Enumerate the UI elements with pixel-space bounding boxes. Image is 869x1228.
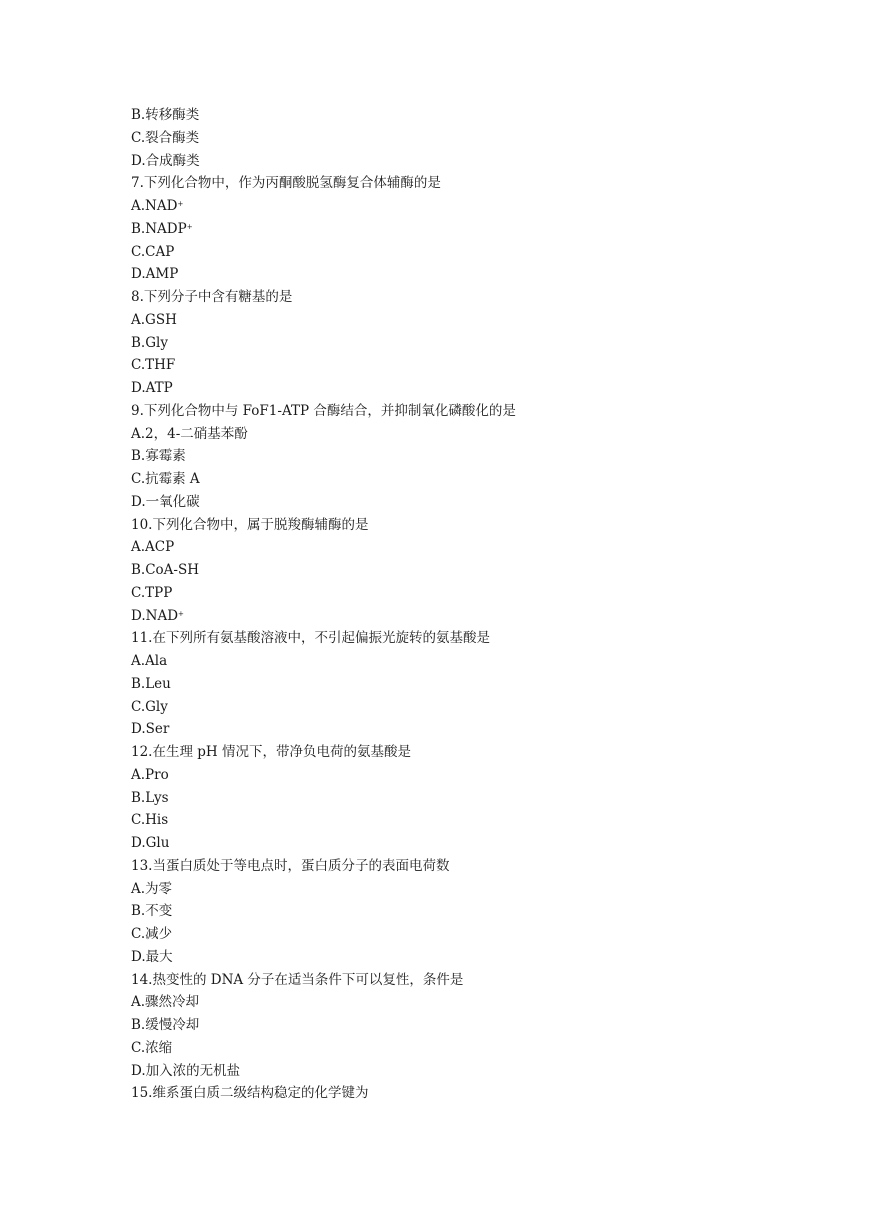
question-list xyxy=(131,104,771,1105)
option-11c: C.Gly xyxy=(131,698,168,715)
question-9: 9.下列化合物中与 FoF1-ATP 合酶结合，并抑制氧化磷酸化的是 xyxy=(131,402,516,419)
option-11a: A.Ala xyxy=(131,653,168,669)
option-8a: A.GSH xyxy=(131,311,177,328)
question-14: 14.热变性的 DNA 分子在适当条件下可以复性，条件是 xyxy=(131,971,464,988)
option-8b: B.Gly xyxy=(131,334,168,351)
option-9b: B.寡霉素 xyxy=(131,448,186,465)
option-9a: A.2，4-二硝基苯酚 xyxy=(131,425,248,442)
option-7a xyxy=(131,195,771,218)
option-13a: A.为零 xyxy=(131,880,173,897)
option-9d: D.一氧化碳 xyxy=(131,493,200,510)
option-14a: A.骤然冷却 xyxy=(131,994,200,1011)
question-15: 15.维系蛋白质二级结构稳定的化学键为 xyxy=(131,1085,369,1102)
option-9c: C.抗霉素 A xyxy=(131,471,200,487)
question-8: 8.下列分子中含有糖基的是 xyxy=(131,289,293,305)
option-6c: C.裂合酶类 xyxy=(131,129,200,146)
option-8d: D.ATP xyxy=(131,380,173,396)
option-10c: C.TPP xyxy=(131,584,173,601)
question-11: 11.在下列所有氨基酸溶液中，不引起偏振光旋转的氨基酸是 xyxy=(131,630,490,647)
option-13d: D.最大 xyxy=(131,948,173,965)
option-10d-text: D.NAD xyxy=(131,607,179,624)
option-6b: B.转移酶类 xyxy=(131,107,200,123)
question-12: 12.在生理 pH 情况下，带净负电荷的氨基酸是 xyxy=(131,744,411,760)
superscript-plus: + xyxy=(186,222,193,231)
option-7b-text: B.NADP xyxy=(131,220,187,237)
question-10: 10.下列化合物中，属于脱羧酶辅酶的是 xyxy=(131,516,369,533)
option-13c: C.减少 xyxy=(131,926,173,942)
option-12c: C.His xyxy=(131,812,169,829)
option-10a: A.ACP xyxy=(131,539,175,556)
option-12a: A.Pro xyxy=(131,766,169,783)
option-14c: C.浓缩 xyxy=(131,1039,173,1056)
option-6d: D.合成酶类 xyxy=(131,152,200,169)
option-7b xyxy=(131,218,771,241)
option-14b: B.缓慢冷却 xyxy=(131,1017,200,1033)
option-7a-text: A.NAD xyxy=(131,198,178,214)
option-8c: C.THF xyxy=(131,357,176,374)
option-11d: D.Ser xyxy=(131,721,170,738)
option-12d: D.Glu xyxy=(131,835,170,851)
option-14d: D.加入浓的无机盐 xyxy=(131,1062,241,1079)
option-12b: B.Lys xyxy=(131,789,169,806)
option-10b: B.CoA-SH xyxy=(131,562,200,578)
superscript-plus: + xyxy=(178,609,184,618)
option-7c: C.CAP xyxy=(131,243,175,260)
option-13b: B.不变 xyxy=(131,903,173,920)
question-13: 13.当蛋白质处于等电点时，蛋白质分子的表面电荷数 xyxy=(131,857,450,874)
question-7: 7.下列化合物中，作为丙酮酸脱氢酶复合体辅酶的是 xyxy=(131,175,441,192)
option-7d: D.AMP xyxy=(131,266,179,283)
option-10d xyxy=(131,605,771,628)
option-11b: B.Leu xyxy=(131,675,171,692)
superscript-plus: + xyxy=(177,200,184,208)
